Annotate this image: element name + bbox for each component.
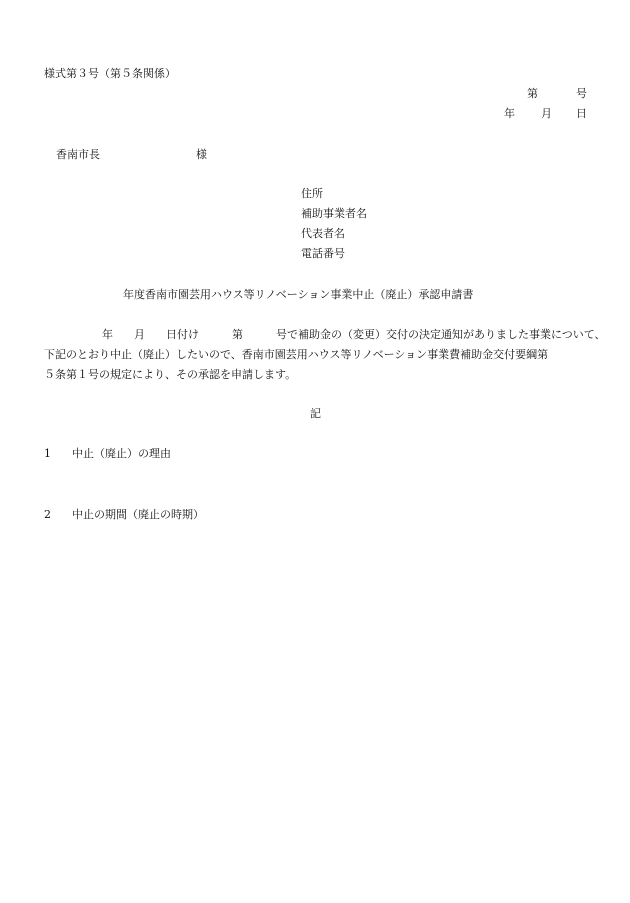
item-1-number: 1 xyxy=(44,447,51,460)
applicant-phone-label: 電話番号 xyxy=(301,247,345,260)
doc-number-go: 号 xyxy=(576,87,587,100)
addressee-honorific: 様 xyxy=(196,148,207,161)
body-dated-label: 日付け xyxy=(166,328,199,341)
form-header: 様式第３号（第５条関係） xyxy=(44,67,176,80)
item-2 xyxy=(44,508,204,522)
item-1 xyxy=(44,447,171,461)
body-line-1-rest: 号で補助金の（変更）交付の決定通知がありました事業について、 xyxy=(276,328,606,341)
body-line-1 xyxy=(102,328,606,342)
date-year-label: 年 xyxy=(504,107,515,120)
body-line-3: ５条第１号の規定により、その承認を申請します。 xyxy=(44,368,297,381)
applicant-representative-label: 代表者名 xyxy=(301,227,345,240)
document-title: 年度香南市園芸用ハウス等リノベーション事業中止（廃止）承認申請書 xyxy=(123,288,474,301)
body-dai-label: 第 xyxy=(232,328,243,341)
item-2-label: 中止の期間（廃止の時期） xyxy=(72,508,204,521)
date-month-label: 月 xyxy=(541,107,552,120)
item-2-number: 2 xyxy=(44,508,51,521)
doc-number-dai: 第 xyxy=(527,87,538,100)
applicant-name-label: 補助事業者名 xyxy=(301,207,367,220)
body-line-2: 下記のとおり中止（廃止）したいので、香南市園芸用ハウス等リノベーション事業費補助金交付要綱第 xyxy=(44,348,549,361)
ki-heading: 記 xyxy=(310,407,321,420)
body-month-label: 月 xyxy=(134,328,145,341)
applicant-address-label: 住所 xyxy=(301,187,323,200)
body-year-label: 年 xyxy=(102,328,113,341)
item-1-label: 中止（廃止）の理由 xyxy=(72,447,171,460)
date-day-label: 日 xyxy=(576,107,587,120)
addressee-name: 香南市長 xyxy=(56,148,100,161)
